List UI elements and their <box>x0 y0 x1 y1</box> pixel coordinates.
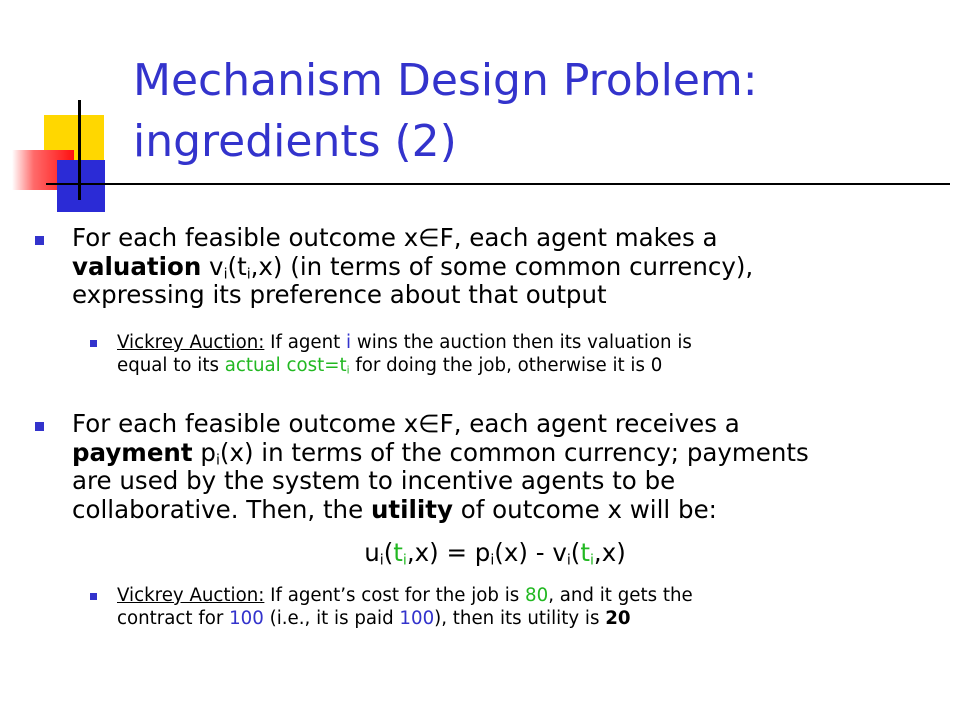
bullet-valuation-line-1: For each feasible outcome x∈F, each agent makes a <box>72 223 718 252</box>
slide-title <box>133 50 933 172</box>
decor-blue-square <box>57 160 105 212</box>
bullet-valuation-line-3: expressing its preference about that output <box>72 280 607 309</box>
utility-formula: $u_i(t_i,x) = p_i(x) - v_i(t_i,x)$ <box>364 538 626 569</box>
bullet-square-icon <box>35 422 44 431</box>
bullet-payment: For each feasible outcome x∈F, each agent receives a payment $p_i(x)$ in terms of the common currency; payments are used by the system to incentive agents to be collaborative. Then, the utility of outcome x will be: <box>72 410 952 524</box>
element-of-symbol: ∈ <box>418 409 440 438</box>
title-underline-rule <box>46 183 950 185</box>
bullet-valuation-line-2: valuation $v_i(t_i,x)$ (in terms of some common currency), <box>72 251 754 283</box>
decor-vertical-line <box>78 100 81 200</box>
subbullet-vickrey-utility: Vickrey Auction: If agent’s cost for the job is 80, and it gets the contract for 100 (i.e., it is paid 100), then its utility is 20 <box>117 585 947 630</box>
slide-title-line-1: Mechanism Design Problem: <box>133 55 758 106</box>
slide-title-line-2: ingredients (2) <box>133 116 457 167</box>
element-of-symbol: ∈ <box>418 223 440 252</box>
subbullet-vickrey-valuation: Vickrey Auction: If agent i wins the auction then its valuation is equal to its actual $\cos t=t_i$ for doing the job, otherwise it is 0 <box>117 332 947 377</box>
subbullet-square-icon <box>90 593 97 600</box>
subbullet-square-icon <box>90 340 97 347</box>
bullet-valuation <box>72 224 952 310</box>
bullet-square-icon <box>35 236 44 245</box>
